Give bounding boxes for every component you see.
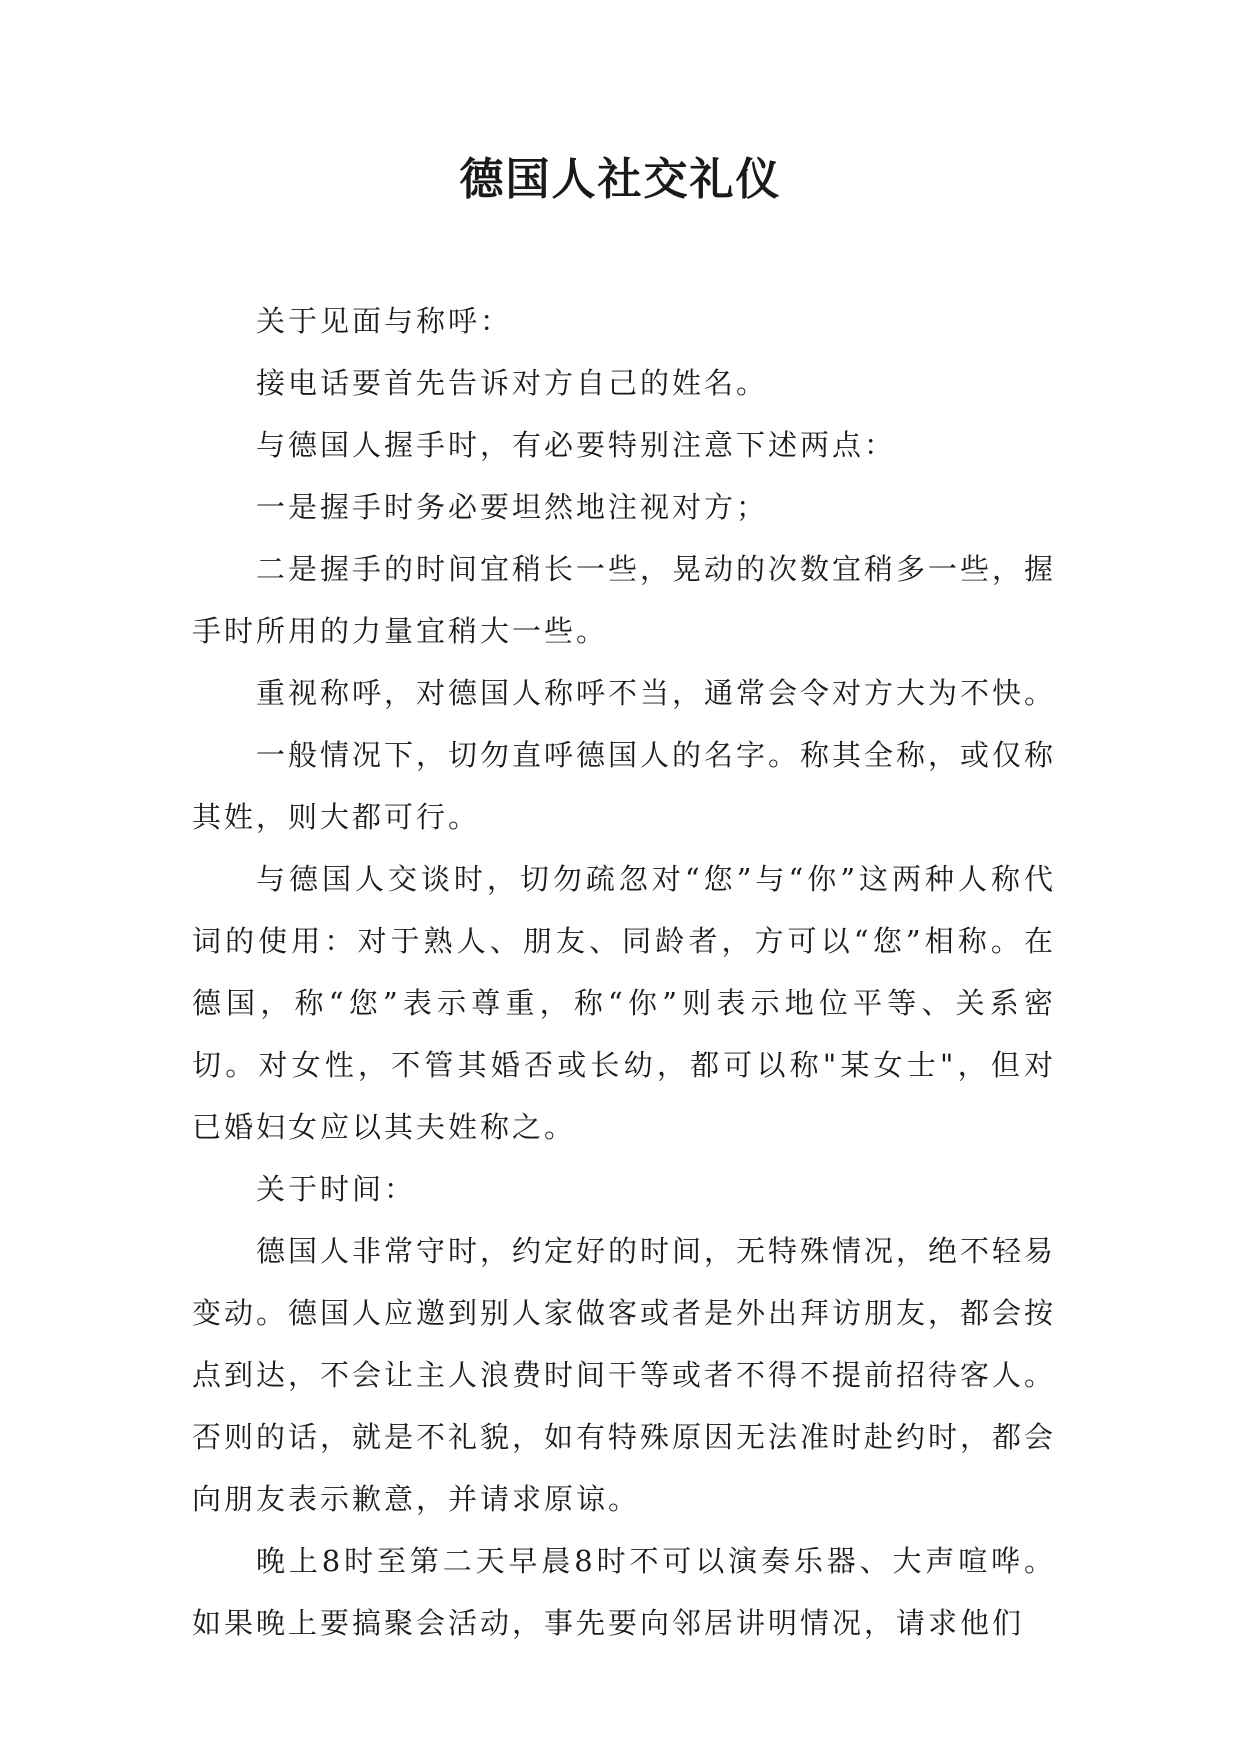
paragraph-handshake-point-1: 一是握手时务必要坦然地注视对方； [256, 490, 769, 524]
paragraph-pronouns: 与德国人交谈时，切勿疏忽对“您”与“你”这两种人称代词的使用：对于熟人、朋友、同龄者，方可以“您”相称。在德国，称“您”表示尊重，称“你”则表示地位平等、关系密切。对女性，不管其婚否或长幼，都可以称"某女士"，但对已婚妇女应以其夫姓称之。 [192, 862, 1056, 1144]
document-body [192, 290, 1056, 1654]
paragraph-handshake-point-2: 二是握手的时间宜稍长一些，晃动的次数宜稍多一些，握手时所用的力量宜稍大一些。 [192, 552, 1057, 648]
paragraph-punctuality: 德国人非常守时，约定好的时间，无特殊情况，绝不轻易变动。德国人应邀到别人家做客或者是外出拜访朋友，都会按点到达，不会让主人浪费时间干等或者不得不提前招待客人。否则的话，就是不礼貌，如有特殊原因无法准时赴约时，都会向朋友表示歉意，并请求原谅。 [192, 1234, 1057, 1516]
paragraph-phone: 接电话要首先告诉对方自己的姓名。 [256, 366, 769, 400]
document-title: 德国人社交礼仪 [459, 154, 782, 205]
paragraph-address: 重视称呼，对德国人称呼不当，通常会令对方大为不快。 [256, 676, 1057, 710]
paragraph-meeting-heading: 关于见面与称呼： [256, 304, 513, 338]
paragraph-names: 一般情况下，切勿直呼德国人的名字。称其全称，或仅称其姓，则大都可行。 [192, 738, 1057, 834]
paragraph-handshake-intro: 与德国人握手时，有必要特别注意下述两点： [256, 428, 897, 462]
paragraph-time-heading: 关于时间： [256, 1172, 417, 1206]
paragraph-quiet-hours: 晚上8时至第二天早晨8时不可以演奏乐器、大声喧哗。如果晚上要搞聚会活动，事先要向邻居讲明情况，请求他们 [192, 1544, 1056, 1640]
